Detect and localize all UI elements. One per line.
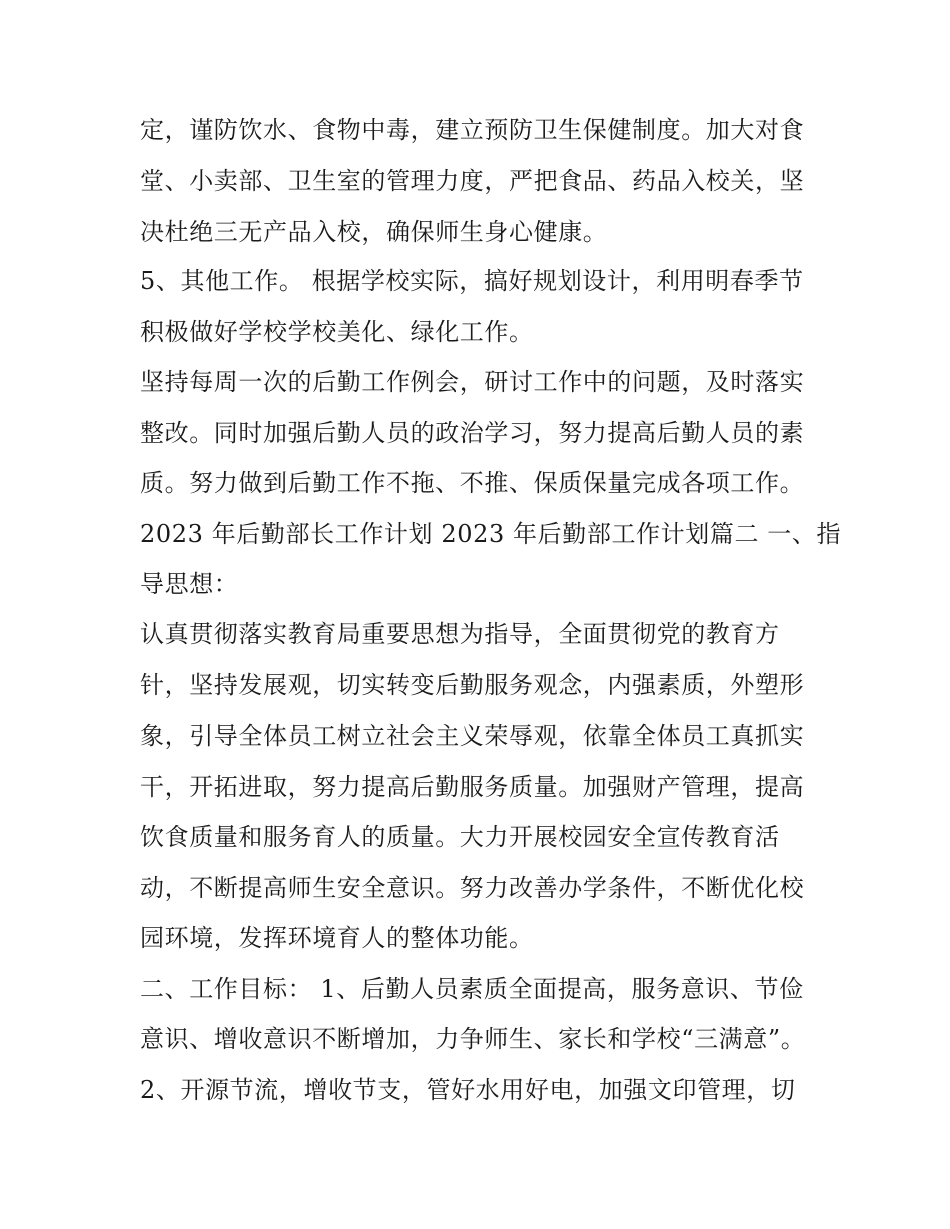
text-line: 认真贯彻落实教育局重要思想为指导，全面贯彻党的教育方: [140, 620, 780, 648]
text-line: 2023 年后勤部长工作计划 2023 年后勤部工作计划篇二 一、指: [140, 520, 842, 548]
text-line: 二、工作目标： 1、后勤人员素质全面提高，服务意识、节俭: [140, 975, 804, 1003]
text-line: 导思想：: [140, 570, 239, 598]
text-line: 决杜绝三无产品入校，确保师生身心健康。: [140, 218, 608, 246]
text-line: 定，谨防饮水、食物中毒，建立预防卫生保健制度。加大对食: [140, 116, 805, 144]
text-line: 积极做好学校学校美化、绿化工作。: [140, 318, 534, 346]
text-line: 意识、增收意识不断增加，力争师生、家长和学校“三满意”。: [140, 1025, 806, 1053]
text-line: 园环境，发挥环境育人的整体功能。: [140, 924, 534, 952]
text-line: 针，坚持发展观，切实转变后勤服务观念，内强素质，外塑形: [140, 671, 805, 699]
text-line: 动，不断提高师生安全意识。努力改善办学条件，不断优化校: [140, 874, 805, 902]
text-line: 象，引导全体员工树立社会主义荣辱观，依靠全体员工真抓实: [140, 722, 805, 750]
text-line: 整改。同时加强后勤人员的政治学习，努力提高后勤人员的素: [140, 419, 805, 447]
text-line: 质。努力做到后勤工作不拖、不推、保质保量完成各项工作。: [140, 469, 805, 497]
text-line: 干，开拓进取，努力提高后勤服务质量。加强财产管理，提高: [140, 773, 805, 801]
text-line: 5、其他工作。 根据学校实际，搞好规划设计，利用明春季节: [140, 267, 804, 295]
text-line: 饮食质量和服务育人的质量。大力开展校园安全宣传教育活: [140, 823, 780, 851]
text-line: 坚持每周一次的后勤工作例会，研讨工作中的问题，及时落实: [140, 368, 805, 396]
text-line: 2、开源节流，增收节支，管好水用好电，加强文印管理，切: [140, 1076, 796, 1104]
text-line: 堂、小卖部、卫生室的管理力度，严把食品、药品入校关，坚: [140, 167, 805, 195]
